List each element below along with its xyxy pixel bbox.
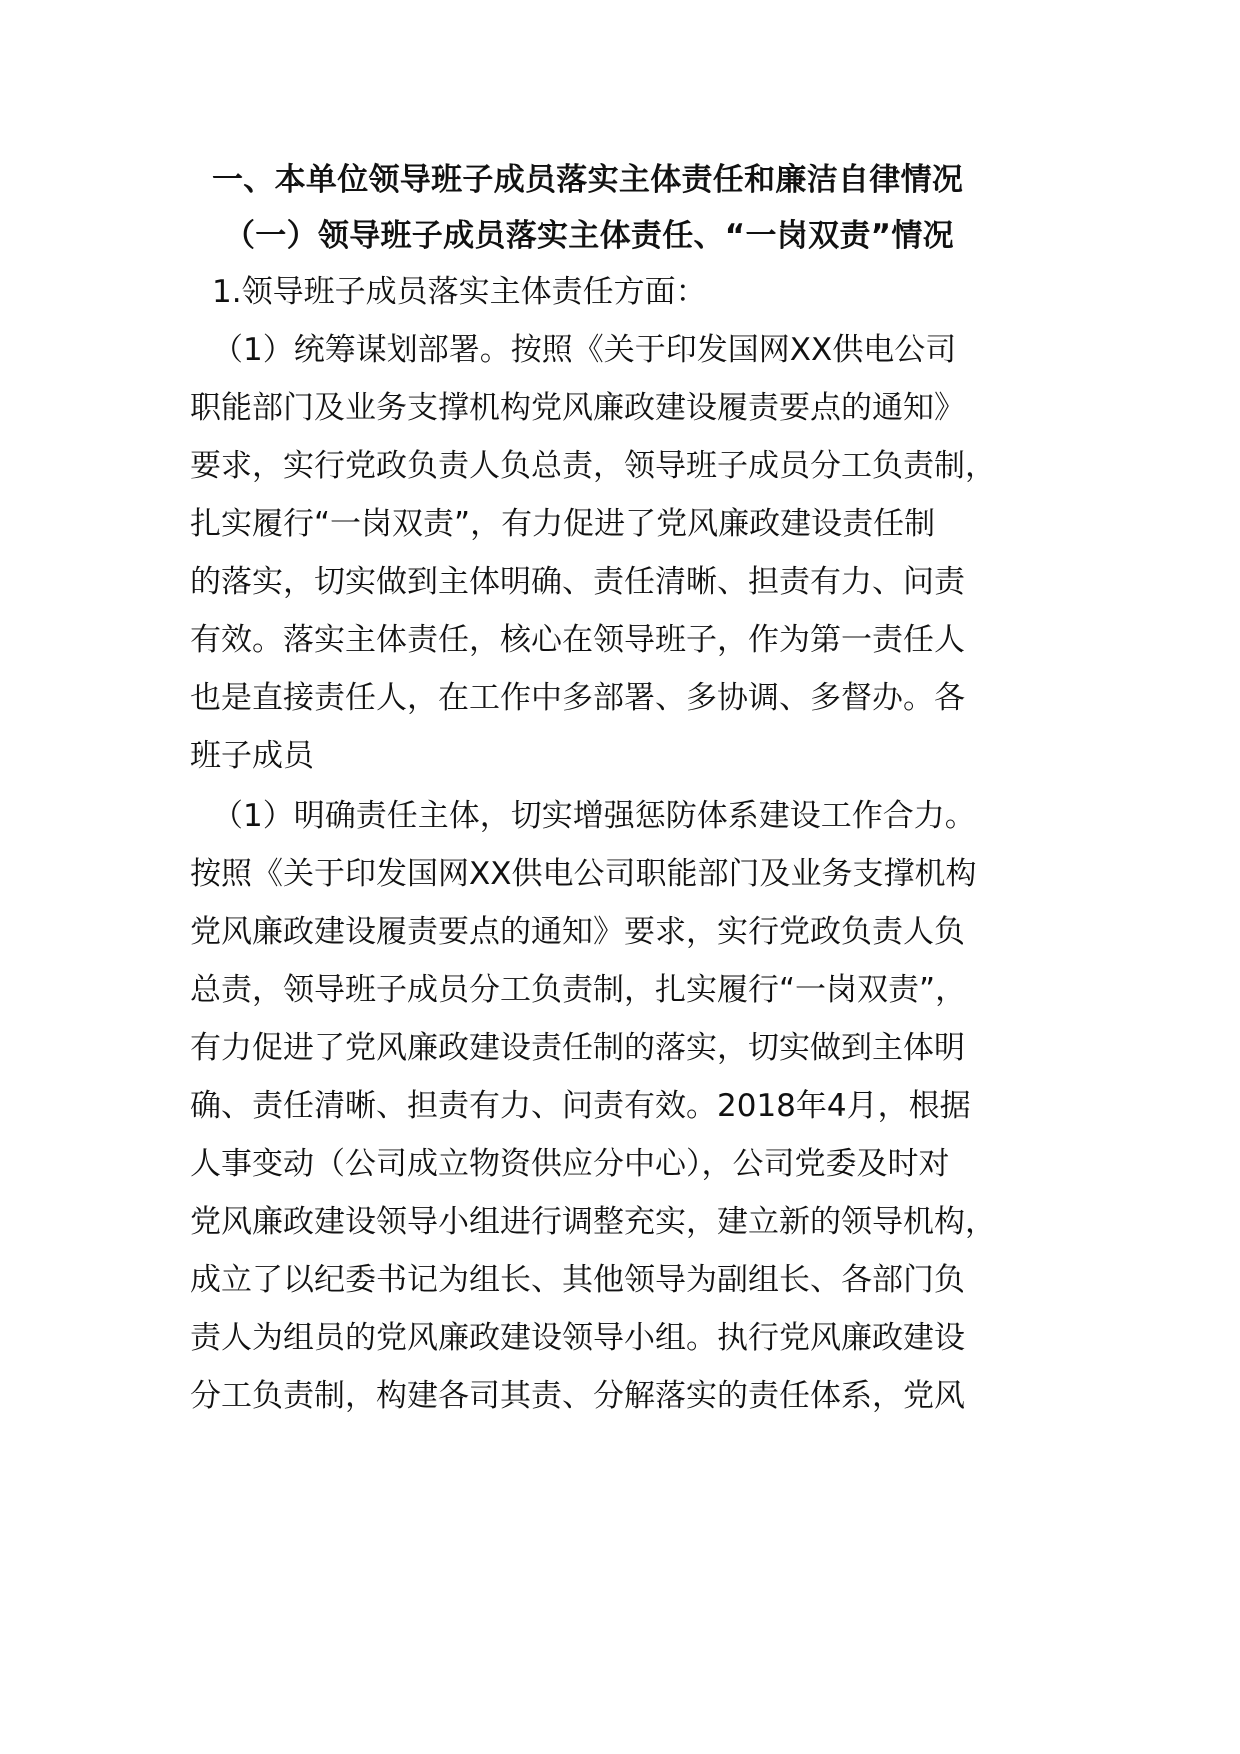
paragraph-line: 总责，领导班子成员分工负责制，扎实履行“一岗双责”， — [190, 972, 967, 1008]
paragraph-line: 有效。落实主体责任，核心在领导班子，作为第一责任人 — [190, 622, 965, 658]
paragraph-line: 分工负责制，构建各司其责、分解落实的责任体系，党风 — [190, 1378, 965, 1414]
paragraph-line: 确、责任清晰、担责有力、问责有效。2018年4月，根据 — [190, 1088, 971, 1124]
paragraph-line: 也是直接责任人，在工作中多部署、多协调、多督办。各 — [190, 680, 965, 716]
paragraph-line: 成立了以纪委书记为组长、其他领导为副组长、各部门负 — [190, 1262, 965, 1298]
item-heading: 1.领导班子成员落实主体责任方面： — [212, 274, 707, 310]
paragraph-line: 党风廉政建设履责要点的通知》要求，实行党政负责人负 — [190, 914, 965, 950]
paragraph-line: 责人为组员的党风廉政建设领导小组。执行党风廉政建设 — [190, 1320, 965, 1356]
subsection-heading: （一）领导班子成员落实主体责任、“一岗双责”情况 — [224, 218, 954, 254]
section-heading: 一、本单位领导班子成员落实主体责任和廉洁自律情况 — [212, 162, 964, 198]
paragraph-line: （1）明确责任主体，切实增强惩防体系建设工作合力。 — [212, 798, 976, 834]
paragraph-line: 要求，实行党政负责人负总责，领导班子成员分工负责制， — [190, 448, 996, 484]
paragraph-line: 按照《关于印发国网XX供电公司职能部门及业务支撑机构 — [190, 856, 977, 892]
paragraph-line: 有力促进了党风廉政建设责任制的落实，切实做到主体明 — [190, 1030, 965, 1066]
paragraph-line: 扎实履行“一岗双责”，有力促进了党风廉政建设责任制 — [190, 506, 936, 542]
paragraph-line: 人事变动（公司成立物资供应分中心），公司党委及时对 — [190, 1146, 950, 1182]
paragraph-line: 的落实，切实做到主体明确、责任清晰、担责有力、问责 — [190, 564, 965, 600]
paragraph-line: 党风廉政建设领导小组进行调整充实，建立新的领导机构， — [190, 1204, 996, 1240]
paragraph-line: 职能部门及业务支撑机构党风廉政建设履责要点的通知》 — [190, 390, 965, 426]
paragraph-line: （1）统筹谋划部署。按照《关于印发国网XX供电公司 — [212, 332, 957, 368]
paragraph-line: 班子成员 — [190, 738, 314, 774]
